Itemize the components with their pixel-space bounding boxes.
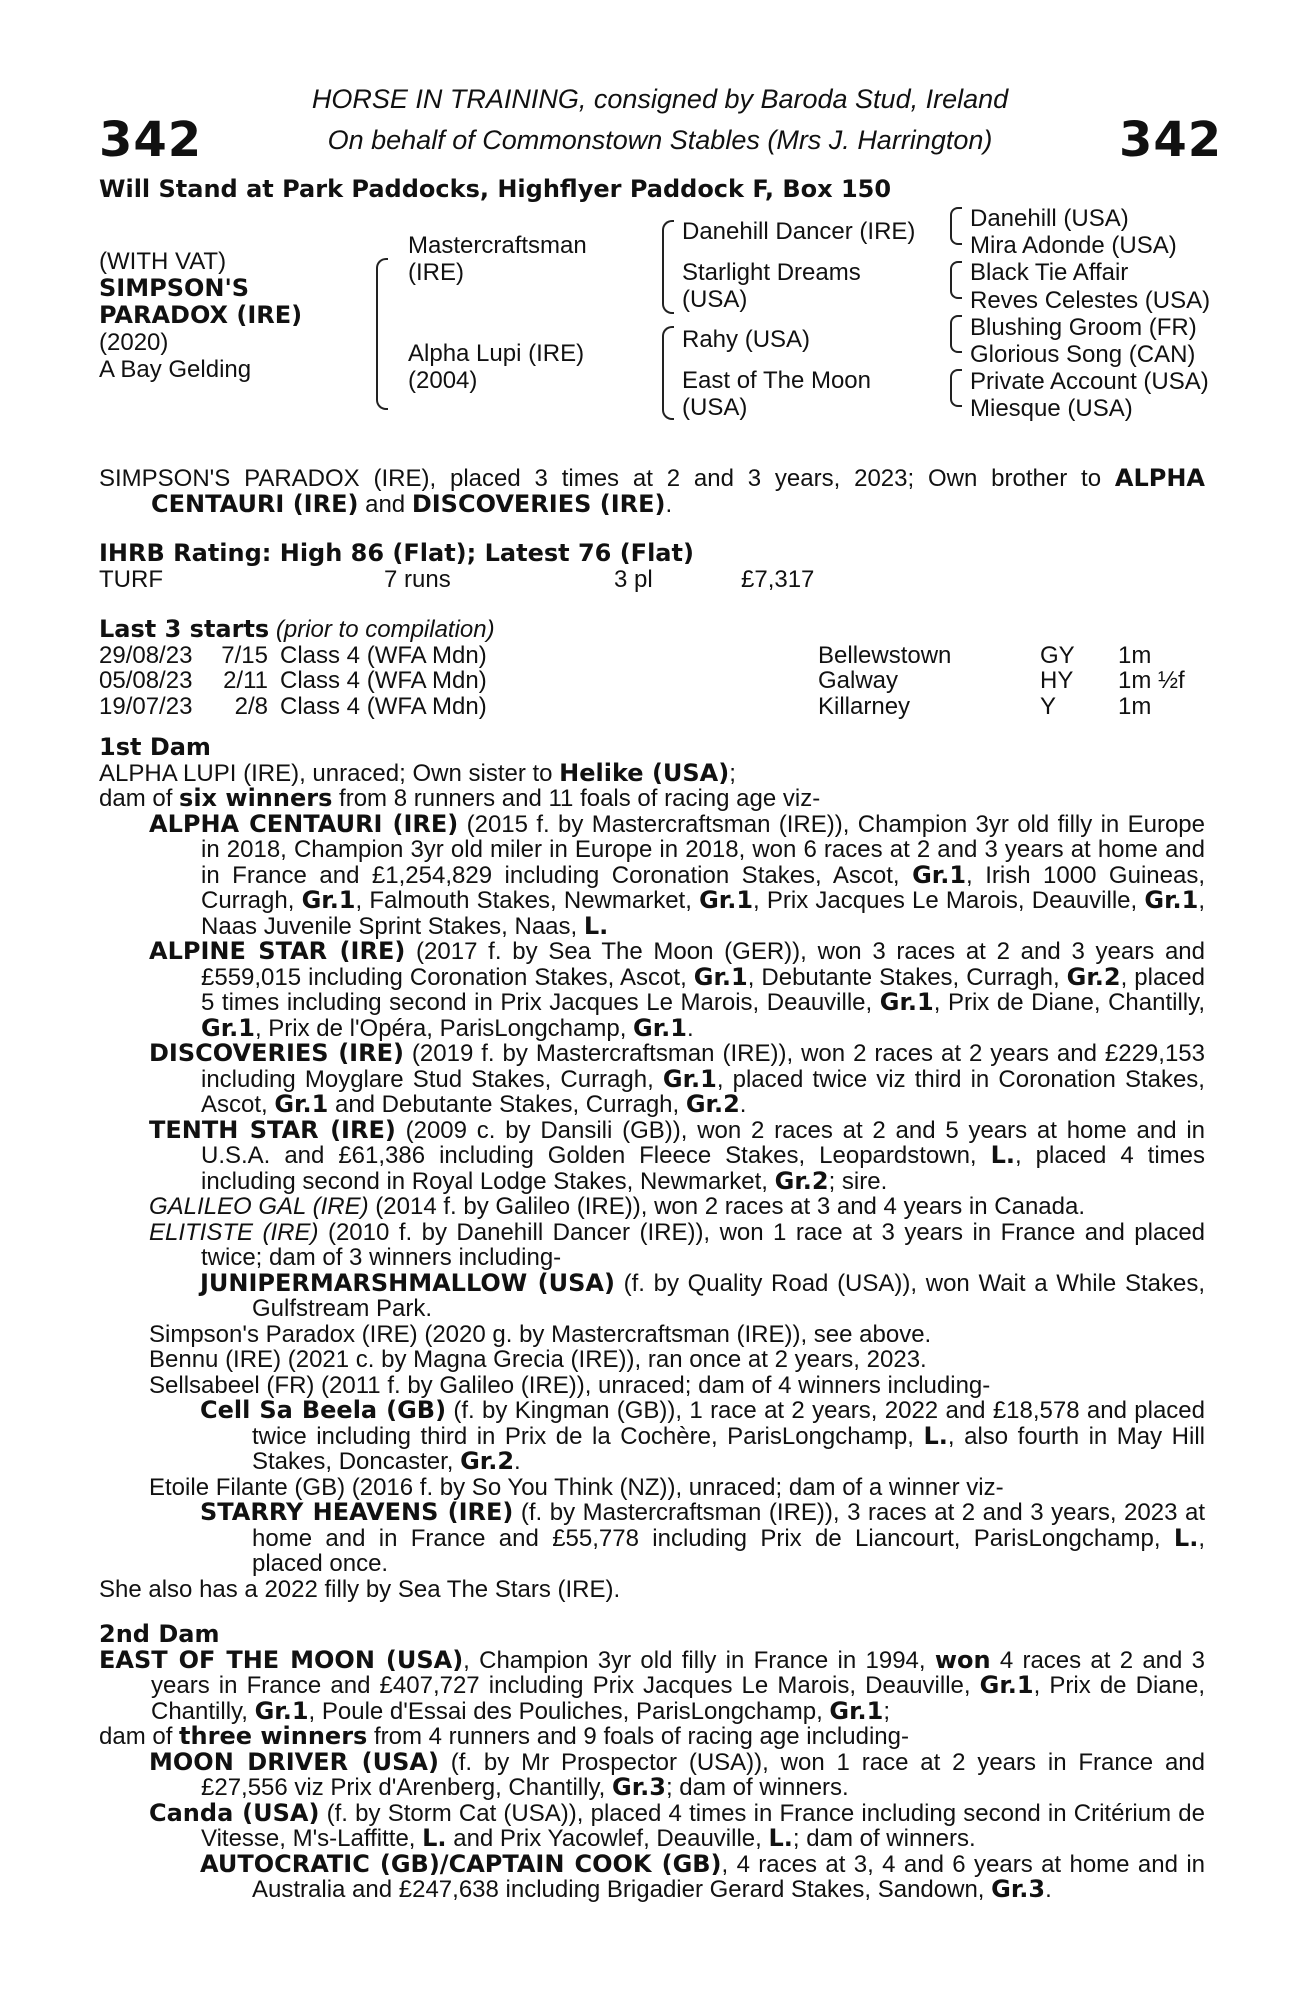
rating-headline: IHRB Rating: High 86 (Flat); Latest 76 (Flat) bbox=[99, 539, 694, 567]
text: ALPHA LUPI (IRE), unraced; Own sister to bbox=[99, 759, 560, 787]
progeny-name: Canda (USA) bbox=[149, 1798, 320, 1827]
text: (2009 c. by Dansili (GB)), won 2 races at 2 and 5 years at home and in U.S.A. and £61,386 including Golden Fleece Stakes, Leopardstown, bbox=[201, 1116, 1206, 1169]
sire-name: Mastercraftsman bbox=[408, 232, 587, 259]
progeny-name: ALPINE STAR (IRE) bbox=[149, 937, 406, 965]
second-dam-record bbox=[99, 1645, 1205, 1725]
pedigree-brace-dam bbox=[662, 326, 674, 420]
start-row bbox=[99, 694, 1205, 720]
text: (2015 f. by Mastercraftsman (IRE)), Champion 3yr old filly in Europe in 2018, Champion 3yr old miler in Europe in 2018, won 6 races at 2 and 3 years at home and in France and £1,254,829 including Coronation Stakes, Ascot, bbox=[201, 810, 1205, 889]
progeny-name: ELITISTE (IRE) bbox=[149, 1218, 319, 1246]
text: from 4 runners and 9 foals of racing age including- bbox=[367, 1723, 909, 1750]
grade: Gr.2 bbox=[1066, 962, 1121, 991]
text-won: won bbox=[934, 1645, 991, 1674]
text: ; bbox=[883, 1697, 891, 1725]
start-date: 19/07/23 bbox=[99, 692, 193, 720]
grade: L. bbox=[583, 911, 609, 940]
progeny-alpine-star bbox=[99, 939, 1205, 1041]
progeny-alpha-centauri bbox=[99, 809, 1205, 940]
progeny-name: GALILEO GAL (IRE) bbox=[149, 1193, 369, 1220]
start-going: HY bbox=[1040, 667, 1074, 694]
progeny-simpsons-paradox: Simpson's Paradox (IRE) (2020 g. by Mastercraftsman (IRE)), see above. bbox=[149, 1320, 932, 1348]
text: (f. by Mastercraftsman (IRE)), 3 races at 2 and 3 years, 2023 at home and in France and £55,778 including Prix de Liancourt, ParisLongchamp, bbox=[252, 1499, 1205, 1552]
winners-count: six winners bbox=[179, 784, 333, 812]
text: . bbox=[514, 1448, 521, 1475]
winners-count: three winners bbox=[179, 1722, 368, 1750]
rating-earnings: £7,317 bbox=[741, 565, 815, 593]
dam-dam-country: (USA) bbox=[682, 394, 748, 421]
first-dam-footnote: She also has a 2022 filly by Sea The Stars (IRE). bbox=[99, 1575, 621, 1603]
sire-dam-name: Starlight Dreams bbox=[682, 259, 861, 286]
grade: Gr.1 bbox=[693, 962, 748, 991]
consignor-line: HORSE IN TRAINING, consigned by Baroda Stud, Ireland bbox=[311, 84, 1009, 114]
text: ; bbox=[729, 759, 736, 787]
grade: Gr.1 bbox=[633, 1013, 687, 1042]
progeny-sellsabeel: Sellsabeel (FR) (2011 f. by Galileo (IRE)), unraced; dam of 4 winners including- bbox=[149, 1371, 991, 1399]
ancestor-7: Private Account (USA) bbox=[970, 368, 1209, 396]
start-race: Class 4 (WFA Mdn) bbox=[280, 692, 487, 720]
progeny-name: DISCOVERIES (IRE) bbox=[149, 1039, 404, 1067]
grade: L. bbox=[768, 1824, 793, 1852]
intro-paragraph bbox=[99, 466, 1205, 517]
grandprogeny-starry-heavens bbox=[99, 1500, 1205, 1577]
intro-and: and bbox=[358, 490, 412, 518]
text: , Prix Jacques Le Marois, Deauville, bbox=[753, 887, 1145, 914]
grandprogeny-autocratic bbox=[99, 1849, 1205, 1903]
intro-sibling-2: DISCOVERIES (IRE) bbox=[411, 489, 666, 518]
start-distance: 1m ½f bbox=[1118, 667, 1185, 694]
text: 4 races at 2 and 3 years in France and £407,727 including Prix Jacques Le Marois, Deauville, bbox=[151, 1646, 1205, 1699]
progeny-name: ALPHA CENTAURI (IRE) bbox=[149, 809, 459, 838]
progeny-canda bbox=[99, 1798, 1205, 1852]
text: ; sire. bbox=[828, 1167, 888, 1195]
dam-dam-name: East of The Moon bbox=[682, 367, 871, 394]
first-dam-line2 bbox=[99, 786, 1205, 812]
pedigree-brace-g2 bbox=[950, 261, 962, 299]
text: (2019 f. by Mastercraftsman (IRE)), won 2 races at 2 years and £229,153 including Moyglare Stud Stakes, Curragh, bbox=[201, 1040, 1205, 1093]
rating-surface: TURF bbox=[99, 565, 163, 593]
start-race: Class 4 (WFA Mdn) bbox=[280, 641, 487, 669]
vat-note: (WITH VAT) bbox=[99, 248, 227, 275]
text: (f. by Quality Road (USA)), won Wait a While Stakes, Gulfstream Park. bbox=[252, 1269, 1205, 1322]
progeny-tenth-star bbox=[99, 1115, 1206, 1195]
grade: Gr.2 bbox=[685, 1090, 740, 1118]
horse-info bbox=[99, 248, 302, 383]
last3-subtitle: (prior to compilation) bbox=[269, 616, 495, 643]
last3-title: Last 3 starts bbox=[99, 615, 270, 643]
sire-dam bbox=[682, 259, 861, 313]
text: , Champion 3yr old filly in France in 1994, bbox=[463, 1646, 935, 1674]
text: . bbox=[686, 1014, 694, 1042]
text: , Irish 1000 Guineas, Curragh, bbox=[201, 861, 1205, 914]
text: , placed 5 times including second in Prix Jacques Le Marois, Deauville, bbox=[201, 963, 1205, 1016]
grade: Gr.1 bbox=[879, 988, 934, 1016]
progeny-galileo-gal bbox=[99, 1194, 1205, 1220]
intro-end: . bbox=[665, 490, 673, 518]
grade: L. bbox=[422, 1824, 447, 1852]
rating-placed: 3 pl bbox=[614, 565, 653, 593]
text: , Falmouth Stakes, Newmarket, bbox=[355, 887, 700, 914]
start-going: GY bbox=[1040, 641, 1075, 669]
grade: Gr.1 bbox=[254, 1696, 309, 1725]
grade: Gr.1 bbox=[662, 1064, 717, 1093]
ancestor-5: Blushing Groom (FR) bbox=[970, 313, 1197, 341]
ancestor-6: Glorious Song (CAN) bbox=[970, 341, 1196, 369]
progeny-name: AUTOCRATIC (GB)/CAPTAIN COOK (GB) bbox=[200, 1849, 722, 1878]
text: from 8 runners and 11 foals of racing age viz- bbox=[332, 785, 821, 812]
text: . bbox=[1045, 1876, 1052, 1903]
lot-number-left: 342 bbox=[99, 112, 203, 168]
first-dam-section bbox=[99, 735, 1205, 1602]
rating-section bbox=[99, 541, 1205, 592]
pedigree-brace-g4 bbox=[950, 369, 962, 407]
start-position: 2/11 bbox=[223, 667, 268, 694]
text: , Prix de Diane, Chantilly, bbox=[151, 1672, 1205, 1725]
progeny-name: Cell Sa Beela (GB) bbox=[200, 1396, 447, 1424]
second-dam-heading: 2nd Dam bbox=[99, 1620, 220, 1648]
horse-description: A Bay Gelding bbox=[99, 356, 252, 383]
dam bbox=[408, 340, 584, 394]
progeny-moon-driver bbox=[99, 1747, 1205, 1801]
sire bbox=[408, 232, 587, 286]
grade: Gr.1 bbox=[699, 886, 754, 914]
ancestor-4: Reves Celestes (USA) bbox=[970, 286, 1211, 314]
horse-year: (2020) bbox=[99, 329, 169, 356]
dam-sire: Rahy (USA) bbox=[682, 326, 811, 353]
on-behalf-line: On behalf of Commonstown Stables (Mrs J. Harrington) bbox=[327, 125, 993, 155]
horse-name-line1: SIMPSON'S bbox=[99, 274, 250, 302]
lot-number-right: 342 bbox=[1119, 112, 1223, 168]
dam-dam bbox=[682, 367, 871, 421]
ancestor-3: Black Tie Affair bbox=[970, 259, 1129, 287]
second-dam-line2 bbox=[99, 1724, 1205, 1750]
grade: Gr.2 bbox=[460, 1447, 515, 1475]
grade: Gr.2 bbox=[774, 1166, 829, 1195]
ancestor-2: Mira Adonde (USA) bbox=[970, 232, 1177, 260]
intro-text: SIMPSON'S PARADOX (IRE), placed 3 times at 2 and 3 years, 2023; Own brother to bbox=[99, 465, 1115, 492]
text: , placed once. bbox=[252, 1524, 1205, 1577]
text: and Debutante Stakes, Curragh, bbox=[328, 1091, 686, 1118]
grade: Gr.1 bbox=[274, 1090, 329, 1118]
grade: Gr.1 bbox=[829, 1696, 884, 1725]
ancestor-8: Miesque (USA) bbox=[970, 395, 1133, 423]
grade: Gr.1 bbox=[1144, 886, 1199, 914]
start-distance: 1m bbox=[1118, 692, 1152, 720]
text: (2010 f. by Danehill Dancer (IRE)), won 1 race at 3 years in France and placed twice; dam of 3 winners including- bbox=[201, 1218, 1206, 1271]
pedigree-brace-g1 bbox=[950, 207, 962, 245]
start-course: Galway bbox=[818, 667, 899, 694]
grandprogeny-cell-sa-beela bbox=[99, 1398, 1205, 1475]
text: and Prix Yacowlef, Deauville, bbox=[446, 1825, 769, 1852]
text: (2017 f. by Sea The Moon (GER)), won 3 races at 2 and 3 years and £559,015 including Coronation Stakes, Ascot, bbox=[201, 938, 1205, 991]
grade: Gr.3 bbox=[991, 1875, 1046, 1903]
pedigree-brace-sire bbox=[662, 220, 674, 314]
grandprogeny-junipermarshmallow bbox=[99, 1268, 1205, 1322]
grandparents bbox=[970, 205, 1210, 423]
text: dam of bbox=[99, 1723, 180, 1750]
text: ; dam of winners. bbox=[665, 1774, 849, 1801]
progeny-discoveries bbox=[99, 1041, 1205, 1118]
grade: L. bbox=[923, 1421, 948, 1450]
grade: Gr.1 bbox=[301, 886, 356, 914]
stand-location: Will Stand at Park Paddocks, Highflyer Paddock F, Box 150 bbox=[99, 175, 892, 203]
text: , also fourth in May Hill Stakes, Doncaster, bbox=[252, 1422, 1206, 1475]
pedigree-brace-g3 bbox=[950, 315, 962, 353]
text: (f. by Mr Prospector (USA)), won 1 race at 2 years in France and £27,556 viz Prix d'Arenberg, Chantilly, bbox=[201, 1748, 1205, 1801]
sire-country: (IRE) bbox=[408, 259, 464, 286]
sister-name: Helike (USA) bbox=[559, 758, 730, 787]
text: , Prix de l'Opéra, ParisLongchamp, bbox=[254, 1014, 634, 1042]
pedigree-brace-main bbox=[376, 258, 388, 410]
start-row bbox=[99, 643, 1205, 669]
text: . bbox=[739, 1091, 747, 1118]
progeny-name: MOON DRIVER (USA) bbox=[149, 1747, 439, 1776]
start-race: Class 4 (WFA Mdn) bbox=[280, 667, 487, 694]
rating-runs: 7 runs bbox=[384, 565, 451, 593]
text: , Prix de Diane, Chantilly, bbox=[933, 989, 1206, 1016]
ancestor-1: Danehill (USA) bbox=[970, 205, 1129, 232]
progeny-elitiste bbox=[99, 1220, 1205, 1271]
text: ; dam of winners. bbox=[792, 1825, 976, 1852]
start-going: Y bbox=[1040, 692, 1057, 720]
grade: L. bbox=[990, 1141, 1015, 1169]
last-3-starts bbox=[99, 617, 1205, 719]
dam-year: (2004) bbox=[408, 367, 478, 394]
second-dam-section bbox=[99, 1622, 1205, 1903]
progeny-name: STARRY HEAVENS (IRE) bbox=[200, 1498, 514, 1526]
grade: Gr.1 bbox=[979, 1671, 1034, 1699]
first-dam-heading: 1st Dam bbox=[99, 733, 211, 761]
grade: Gr.1 bbox=[201, 1013, 255, 1042]
text: , placed 4 times including second in Royal Lodge Stakes, Newmarket, bbox=[201, 1142, 1205, 1195]
start-position: 2/8 bbox=[234, 692, 268, 720]
text: , 4 races at 3, 4 and 6 years at home and in Australia and £247,638 including Brigadier Gerard Stakes, Sandown, bbox=[252, 1850, 1205, 1903]
sire-dam-country: (USA) bbox=[682, 286, 748, 313]
grade: Gr.1 bbox=[912, 860, 967, 889]
second-dam-name: EAST OF THE MOON (USA) bbox=[99, 1645, 464, 1674]
text: , Poule d'Essai des Pouliches, ParisLongchamp, bbox=[308, 1697, 830, 1725]
text: (2014 f. by Galileo (IRE)), won 2 races at 3 and 4 years in Canada. bbox=[368, 1193, 1086, 1220]
text: , Debutante Stakes, Curragh, bbox=[747, 963, 1067, 991]
text: , placed twice viz third in Coronation Stakes, Ascot, bbox=[201, 1065, 1205, 1118]
text: dam of bbox=[99, 785, 180, 812]
first-dam-line1 bbox=[99, 758, 1205, 787]
intro-sibling-1: ALPHA CENTAURI (IRE) bbox=[151, 464, 1205, 518]
start-position: 7/15 bbox=[221, 641, 268, 669]
progeny-name: TENTH STAR (IRE) bbox=[149, 1115, 396, 1144]
dam-name: Alpha Lupi (IRE) bbox=[408, 340, 585, 367]
progeny-bennu: Bennu (IRE) (2021 c. by Magna Grecia (IRE)), ran once at 2 years, 2023. bbox=[149, 1346, 927, 1373]
start-course: Killarney bbox=[818, 692, 911, 720]
grade: L. bbox=[1173, 1523, 1199, 1552]
start-course: Bellewstown bbox=[818, 641, 952, 669]
start-row bbox=[99, 668, 1205, 694]
text: , Naas Juvenile Sprint Stakes, Naas, bbox=[201, 887, 1205, 940]
text: (f. by Storm Cat (USA)), placed 4 times in France including second in Critérium de Vitesse, M's-Laffitte, bbox=[201, 1799, 1205, 1852]
horse-name-line2: PARADOX (IRE) bbox=[99, 301, 303, 329]
progeny-etoile-filante: Etoile Filante (GB) (2016 f. by So You Think (NZ)), unraced; dam of a winner viz- bbox=[149, 1473, 1004, 1501]
text: (f. by Kingman (GB)), 1 race at 2 years, 2022 and £18,578 and placed twice including third in Prix de la Cochère, ParisLongchamp, bbox=[252, 1397, 1206, 1450]
grade: Gr.3 bbox=[612, 1773, 666, 1801]
sire-sire: Danehill Dancer (IRE) bbox=[682, 218, 916, 245]
start-distance: 1m bbox=[1118, 641, 1152, 669]
start-date: 29/08/23 bbox=[99, 641, 193, 669]
start-date: 05/08/23 bbox=[99, 667, 193, 694]
progeny-name: JUNIPERMARSHMALLOW (USA) bbox=[200, 1268, 615, 1297]
